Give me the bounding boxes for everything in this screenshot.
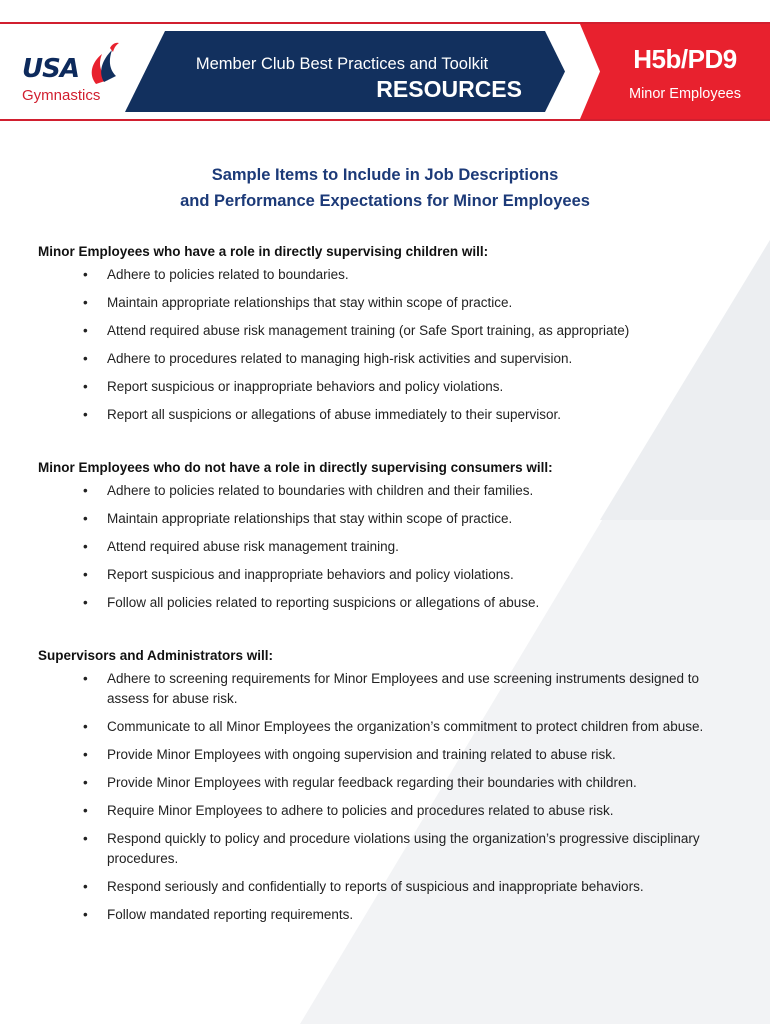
section-heading: Minor Employees who have a role in directly supervising children will: <box>38 244 489 259</box>
bullet-icon: • <box>83 407 88 422</box>
list-item <box>69 565 553 585</box>
list-item <box>69 537 553 557</box>
list-item-text: Respond quickly to policy and procedure violations using the organization’s progressive disciplinary procedures. <box>107 831 700 866</box>
bullet-icon: • <box>83 803 88 818</box>
bullet-icon: • <box>83 511 88 526</box>
list-item-text: Provide Minor Employees with ongoing supervision and training related to abuse risk. <box>107 747 616 762</box>
list-item-text: Maintain appropriate relationships that stay within scope of practice. <box>107 295 513 310</box>
list-item <box>69 877 738 897</box>
list-item <box>69 801 738 821</box>
bullet-icon: • <box>83 567 88 582</box>
list-item-text: Follow all policies related to reporting suspicions or allegations of abuse. <box>107 595 540 610</box>
list-item-text: Attend required abuse risk management training (or Safe Sport training, as appropriate) <box>107 323 630 338</box>
bullet-icon: • <box>83 483 88 498</box>
logo-wordmark: USA <box>22 54 79 84</box>
bullet-icon: • <box>83 379 88 394</box>
bullet-list <box>38 265 629 425</box>
bullet-list <box>38 669 738 925</box>
list-item <box>69 349 629 369</box>
header-bottom-rule <box>0 119 770 121</box>
bullet-icon: • <box>83 351 88 366</box>
usa-gymnastics-logo <box>18 40 128 110</box>
list-item-text: Adhere to policies related to boundaries. <box>107 267 349 282</box>
bullet-icon: • <box>83 295 88 310</box>
list-item <box>69 717 738 737</box>
list-item <box>69 829 738 869</box>
list-item <box>69 481 553 501</box>
document-code: H5b/PD9 <box>633 44 737 74</box>
list-item-text: Adhere to procedures related to managing high-risk activities and supervision. <box>107 351 573 366</box>
document-code-subtitle: Minor Employees <box>628 86 741 102</box>
list-item <box>69 905 738 925</box>
list-item-text: Respond seriously and confidentially to reports of suspicious and inappropriate behaviors. <box>107 879 644 894</box>
header-top-rule <box>0 22 770 24</box>
section-heading: Supervisors and Administrators will: <box>38 648 274 663</box>
banner-subtitle: Member Club Best Practices and Toolkit <box>195 55 489 73</box>
section-not-supervising <box>38 460 553 621</box>
bullet-icon: • <box>83 719 88 734</box>
bullet-icon: • <box>83 907 88 922</box>
bullet-icon: • <box>83 831 88 846</box>
list-item-text: Communicate to all Minor Employees the organization’s commitment to protect children from abuse. <box>107 719 704 734</box>
list-item <box>69 321 629 341</box>
logo-subtext: Gymnastics <box>22 87 101 104</box>
list-item-text: Adhere to screening requirements for Minor Employees and use screening instruments designed to assess for abuse risk. <box>107 671 700 706</box>
list-item <box>69 593 553 613</box>
section-supervising-children <box>38 244 629 433</box>
logo-flame-icon <box>86 40 122 86</box>
list-item <box>69 773 738 793</box>
bullet-icon: • <box>83 539 88 554</box>
list-item <box>69 377 629 397</box>
bullet-icon: • <box>83 747 88 762</box>
list-item-text: Attend required abuse risk management training. <box>107 539 399 554</box>
page-title-line-2: and Performance Expectations for Minor Employees <box>180 192 590 210</box>
list-item-text: Report all suspicions or allegations of abuse immediately to their supervisor. <box>107 407 561 422</box>
list-item-text: Report suspicious or inappropriate behaviors and policy violations. <box>107 379 504 394</box>
list-item <box>69 293 629 313</box>
list-item <box>69 265 629 285</box>
section-heading: Minor Employees who do not have a role in directly supervising consumers will: <box>38 460 553 475</box>
page-title <box>0 162 770 214</box>
list-item-text: Require Minor Employees to adhere to policies and procedures related to abuse risk. <box>107 803 614 818</box>
bullet-icon: • <box>83 775 88 790</box>
list-item-text: Maintain appropriate relationships that stay within scope of practice. <box>107 511 513 526</box>
list-item-text: Adhere to policies related to boundaries with children and their families. <box>107 483 534 498</box>
bullet-icon: • <box>83 267 88 282</box>
page-title-line-1: Sample Items to Include in Job Descriptions <box>211 166 559 184</box>
list-item <box>69 745 738 765</box>
bullet-icon: • <box>83 879 88 894</box>
section-supervisors-administrators <box>38 648 738 933</box>
list-item <box>69 509 553 529</box>
bullet-icon: • <box>83 595 88 610</box>
list-item <box>69 405 629 425</box>
list-item-text: Provide Minor Employees with regular feedback regarding their boundaries with children. <box>107 775 637 790</box>
bullet-icon: • <box>83 323 88 338</box>
list-item-text: Report suspicious and inappropriate behaviors and policy violations. <box>107 567 514 582</box>
list-item-text: Follow mandated reporting requirements. <box>107 907 354 922</box>
banner-title: RESOURCES <box>376 76 522 102</box>
bullet-icon: • <box>83 671 88 686</box>
bullet-list <box>38 481 553 613</box>
list-item <box>69 669 738 709</box>
